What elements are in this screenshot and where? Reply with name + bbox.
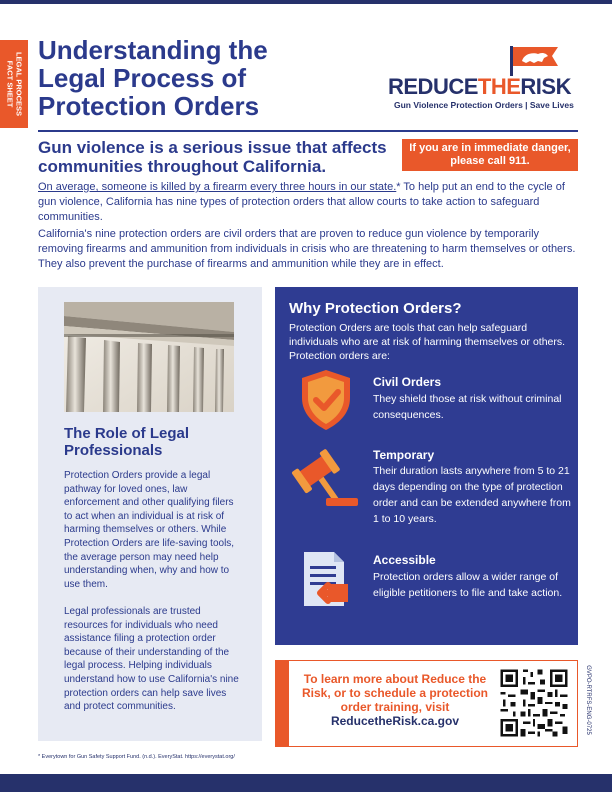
emergency-callout: If you are in immediate danger, please call 911.: [402, 139, 578, 171]
gavel-icon: [286, 448, 362, 510]
reduce-the-risk-logo: [388, 44, 578, 116]
page-title: Understanding the Legal Process of Protection Orders: [38, 35, 268, 121]
why-title: Why Protection Orders?: [289, 300, 462, 317]
intro-text: [38, 180, 578, 274]
document-code: GVPO-RTRFS-ENG-0725: [585, 665, 591, 735]
headline: Gun violence is a serious issue that affects communities throughout California.: [38, 138, 387, 176]
feature-desc-temporary: Their duration lasts anywhere from 5 to 21 days depending on the type of protection order and can be extended anywhere from 1 to 10 years.: [373, 465, 571, 525]
intro-paragraph-1: [38, 180, 578, 225]
feature-desc-accessible: Protection orders allow a wider range of eligible petitioners to file and take action.: [373, 571, 563, 599]
logo-word-risk: RISK: [520, 74, 571, 99]
feature-title-accessible: Accessible: [373, 553, 436, 567]
document-arrow-icon: [298, 548, 356, 612]
logo-tagline: Gun Violence Protection Orders | Save Lives: [394, 100, 574, 110]
cta-stripe: [275, 660, 289, 747]
flag-bear-icon: [508, 44, 562, 76]
cta-text: [300, 672, 490, 728]
role-paragraph-1: Protection Orders provide a legal pathway for loved ones, law enforcement and other qualifying filers to act when an individual is at risk of harming themselves or others. While Protection Orders are life-saving tools, the average person may need help understanding when, why and how to use them.: [64, 470, 235, 590]
shield-check-icon: [298, 368, 354, 432]
role-paragraph-2: Legal professionals are trusted resources for individuals who need assistance filing a protection order because of their understanding of the legal process. Helping individuals understand how to use California's nine protection orders can help save lives and protect communities.: [64, 606, 239, 713]
side-tab-line1: LEGAL PROCESS: [14, 51, 24, 117]
intro-paragraph-2: California's nine protection orders are civil orders that are proven to reduce gun violence by temporarily removing firearms and ammunition from individuals in crisis who are threatening to harm themselves or others. They also prevent the purchase of firearms and ammunition while they are in effect.: [38, 228, 576, 270]
role-title: The Role of Legal Professionals: [64, 425, 190, 459]
intro-statistic: On average, someone is killed by a firearm every three hours in our state.: [38, 181, 397, 193]
side-tab-line2: FACT SHEET: [6, 60, 15, 108]
why-intro: Protection Orders are tools that can help safeguard individuals who are at risk of harming themselves or others. Protection orders are:: [289, 322, 566, 362]
feature-title-temporary: Temporary: [373, 448, 435, 462]
top-rule: [0, 0, 612, 4]
bottom-bar: [0, 774, 612, 792]
feature-desc-civil: They shield those at risk without criminal consequences.: [373, 393, 562, 421]
side-tab: [0, 40, 28, 128]
logo-word-reduce: REDUCE: [388, 74, 478, 99]
cta-message: To learn more about Reduce the Risk, or to schedule a protection order training, visit: [301, 672, 489, 714]
footnote: * Everytown for Gun Safety Support Fund. (n.d.). EveryStat. https://everystat.org/: [38, 754, 235, 760]
courthouse-columns-image: [64, 302, 234, 412]
feature-title-civil: Civil Orders: [373, 375, 442, 389]
divider-rule: [38, 130, 578, 132]
cta-link[interactable]: ReducetheRisk.ca.gov: [330, 714, 460, 728]
qr-code-icon[interactable]: [498, 667, 570, 739]
intro-p1-rest: * To help put an end to the cycle of gun violence, California has nine types of protection orders that allow courts to take action to safeguard communities.: [38, 181, 565, 223]
logo-word-the: THE: [477, 74, 521, 99]
